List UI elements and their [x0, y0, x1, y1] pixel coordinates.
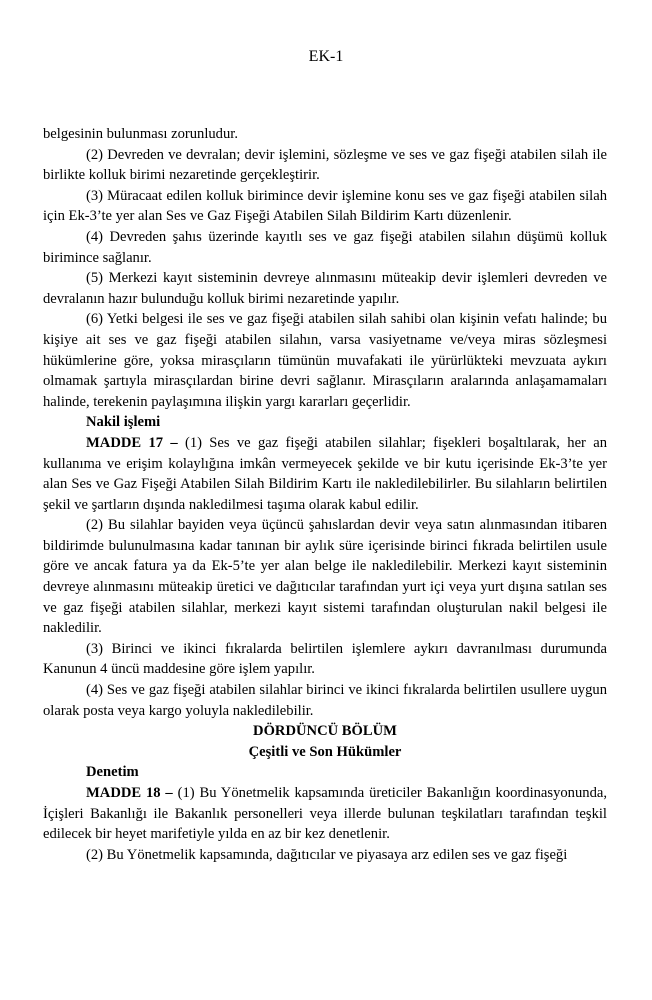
section-subtitle: Çeşitli ve Son Hükümler [248, 743, 402, 760]
article-17 [43, 433, 607, 515]
paragraph: (4) Ses ve gaz fişeği atabilen silahlar birinci ve ikinci fıkralarda belirtilen usullere uygun olarak posta veya kargo yoluyla nakledilebilir. [43, 682, 607, 719]
article-18-label: MADDE 18 – [86, 785, 173, 801]
article-17-label: MADDE 17 – [86, 434, 178, 451]
article-heading-denetim: Denetim [86, 764, 139, 781]
article-17-text: (1) Ses ve gaz fişeği atabilen silahlar; fişekleri boşaltılarak, her an kullanıma ve erişim kolaylığına imkân vermeyecek şekilde ve bir kutu içerisinde Ek-3’te yer alan Ses ve Gaz Fişeği Atabilen Silah Bildirim Kartı ile nakledilebilirler. Bu silahların belirtilen şekil ve şartların dışında nakledilmesi taşıma olarak kabul edilir. [43, 434, 607, 513]
article-18 [43, 783, 607, 845]
paragraph: (5) Merkezi kayıt sisteminin devreye alınmasını müteakip devir işlemleri devreden ve devralanın hazır bulunduğu kolluk birimi nezaretinde yapılır. [43, 270, 607, 307]
article-18-text: (1) Bu Yönetmelik kapsamında üreticiler Bakanlığın koordinasyonunda, İçişleri Bakanlığı ile Bakanlık personelleri veya illerde bulunan teşkilatları tarafından teşkil edilecek bir heyet marifetiyle yılda en az bir kez denetlenir. [43, 785, 607, 843]
section-title: DÖRDÜNCÜ BÖLÜM [253, 723, 397, 740]
document-body [43, 124, 607, 865]
paragraph: (4) Devreden şahıs üzerinde kayıtlı ses ve gaz fişeği atabilen silahın düşümü kolluk birimince sağlanır. [43, 228, 607, 266]
article-heading-nakil: Nakil işlemi [86, 414, 161, 431]
paragraph: (2) Bu silahlar bayiden veya üçüncü şahıslardan devir veya satın alınmasından itibaren bildirimde bulunulmasına kadar tanınan bir aylık süre içerisinde birinci fıkrada belirtilen usule göre ve ancak fatura ya da Ek-5’te yer alan belge ile nakledilebilir. Merkezi kayıt sisteminin devreye alınmasını müteakip üretici ve dağıtıcılar tarafından yurt içi veya yurt dışına satılan ses ve gaz fişeği atabilen silahlar, merkezi kayıt sistemi tarafından oluşturulan nakil belgesi ile nakledilir. [43, 517, 607, 637]
paragraph: (3) Müracaat edilen kolluk birimince devir işlemine konu ses ve gaz fişeği atabilen silah için Ek-3’te yer alan Ses ve Gaz Fişeği Atabilen Silah Bildirim Kartı düzenlenir. [43, 187, 607, 225]
paragraph: (3) Birinci ve ikinci fıkralarda belirtilen işlemlere aykırı davranılması durumunda Kanunun 4 üncü maddesine göre işlem yapılır. [43, 640, 607, 678]
paragraph: (2) Devreden ve devralan; devir işlemini, sözleşme ve ses ve gaz fişeği atabilen silah ile birlikte kolluk birimi nezaretinde gerçekleştirir. [43, 146, 607, 184]
paragraph: (6) Yetki belgesi ile ses ve gaz fişeği atabilen silah sahibi olan kişinin vefatı halinde; bu kişiye ait ses ve gaz fişeği atabilen silahın, varsa vasiyetname ve/veya miras sözleşmesi hükümlerine göre, yoksa mirasçıların tümünün muvafakati ile yürürlükteki mevzuata aykırı olmamak şartıyla mirasçılardan birine devri sağlanır. Mirasçıların aralarında anlaşamamaları halinde, terekenin paylaşımına ilişkin yargı kararları geçerlidir. [43, 311, 607, 410]
paragraph: belgesinin bulunması zorunludur. [43, 126, 238, 142]
paragraph: (2) Bu Yönetmelik kapsamında, dağıtıcılar ve piyasaya arz edilen ses ve gaz fişeği [86, 846, 568, 863]
page-header: EK-1 [308, 48, 344, 65]
